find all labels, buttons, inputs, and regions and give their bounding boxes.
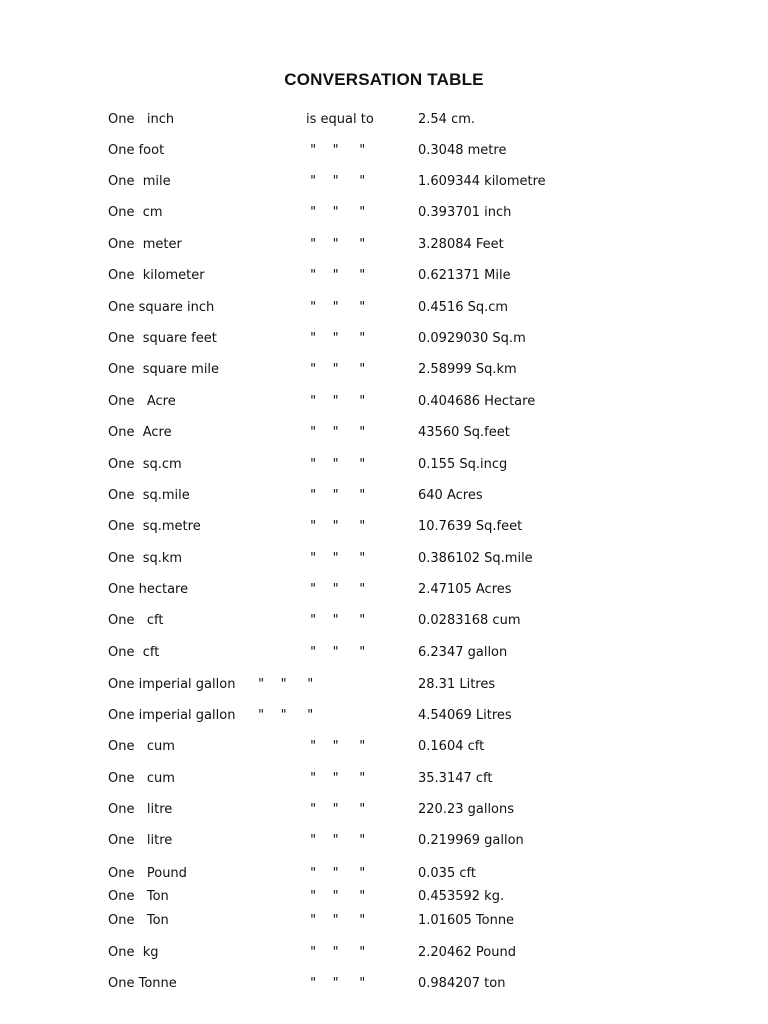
- unit-cell: One cum: [108, 739, 175, 754]
- relation-cell: " " ": [306, 802, 366, 817]
- value-cell: 1.01605 Tonne: [418, 913, 515, 928]
- table-row: [0, 611, 768, 631]
- relation-cell: " " ": [306, 205, 366, 220]
- unit-cell: One imperial gallon: [108, 677, 236, 692]
- unit-cell: One Pound: [108, 866, 187, 881]
- value-cell: 10.7639 Sq.feet: [418, 519, 523, 534]
- unit-cell: One imperial gallon: [108, 708, 236, 723]
- relation-cell: " " ": [306, 174, 366, 189]
- relation-cell: " " ": [306, 645, 366, 660]
- relation-cell: is equal to: [306, 112, 374, 127]
- table-row: [0, 235, 768, 255]
- table-row: [0, 580, 768, 600]
- relation-cell: " " ": [306, 945, 366, 960]
- relation-cell: " " ": [306, 362, 366, 377]
- table-row: [0, 887, 768, 907]
- unit-cell: One cum: [108, 771, 175, 786]
- relation-cell: " " ": [306, 143, 366, 158]
- relation-cell: " " ": [306, 425, 366, 440]
- unit-cell: One litre: [108, 833, 173, 848]
- page-title: CONVERSATION TABLE: [284, 70, 484, 89]
- relation-cell: " " ": [306, 300, 366, 315]
- value-cell: 0.621371 Mile: [418, 268, 511, 283]
- relation-cell: " " ": [306, 394, 366, 409]
- value-cell: 0.393701 inch: [418, 205, 512, 220]
- value-cell: 0.3048 metre: [418, 143, 507, 158]
- table-row: [0, 298, 768, 318]
- value-cell: 640 Acres: [418, 488, 483, 503]
- unit-cell: One sq.cm: [108, 457, 182, 472]
- table-row: [0, 360, 768, 380]
- unit-cell: One meter: [108, 237, 182, 252]
- value-cell: 1.609344 kilometre: [418, 174, 546, 189]
- relation-cell: " " ": [306, 913, 366, 928]
- table-row: [0, 203, 768, 223]
- unit-cell: One square feet: [108, 331, 217, 346]
- unit-cell: One sq.km: [108, 551, 183, 566]
- value-cell: 2.58999 Sq.km: [418, 362, 517, 377]
- value-cell: 28.31 Litres: [418, 677, 496, 692]
- value-cell: 0.219969 gallon: [418, 833, 524, 848]
- value-cell: 2.47105 Acres: [418, 582, 512, 597]
- relation-cell: " " ": [306, 488, 366, 503]
- value-cell: 4.54069 Litres: [418, 708, 512, 723]
- relation-cell: " " ": [306, 331, 366, 346]
- relation-cell: " " ": [306, 613, 366, 628]
- unit-cell: One square inch: [108, 300, 215, 315]
- value-cell: 0.984207 ton: [418, 976, 506, 991]
- unit-cell: One foot: [108, 143, 165, 158]
- value-cell: 0.0929030 Sq.m: [418, 331, 526, 346]
- table-row: [0, 643, 768, 663]
- table-row: [0, 486, 768, 506]
- relation-cell: " " ": [254, 708, 314, 723]
- table-row: [0, 737, 768, 757]
- value-cell: 0.0283168 cum: [418, 613, 521, 628]
- table-row: [0, 266, 768, 286]
- unit-cell: One sq.metre: [108, 519, 201, 534]
- table-row: [0, 911, 768, 931]
- table-row: [0, 831, 768, 851]
- unit-cell: One cft: [108, 613, 164, 628]
- table-row: [0, 549, 768, 569]
- unit-cell: One square mile: [108, 362, 220, 377]
- value-cell: 0.1604 cft: [418, 739, 485, 754]
- unit-cell: One sq.mile: [108, 488, 190, 503]
- relation-cell: " " ": [306, 519, 366, 534]
- relation-cell: " " ": [306, 739, 366, 754]
- value-cell: 0.404686 Hectare: [418, 394, 536, 409]
- relation-cell: " " ": [306, 976, 366, 991]
- relation-cell: " " ": [306, 889, 366, 904]
- relation-cell: " " ": [306, 866, 366, 881]
- unit-cell: One cft: [108, 645, 160, 660]
- relation-cell: " " ": [306, 771, 366, 786]
- unit-cell: One Ton: [108, 889, 169, 904]
- value-cell: 0.155 Sq.incg: [418, 457, 508, 472]
- table-row: [0, 423, 768, 443]
- unit-cell: One inch: [108, 112, 175, 127]
- table-row: [0, 329, 768, 349]
- table-row: [0, 141, 768, 161]
- relation-cell: " " ": [306, 833, 366, 848]
- table-row: [0, 943, 768, 963]
- unit-cell: One kg: [108, 945, 159, 960]
- table-row: [0, 706, 768, 726]
- table-row: [0, 517, 768, 537]
- unit-cell: One Ton: [108, 913, 169, 928]
- unit-cell: One litre: [108, 802, 173, 817]
- table-row: [0, 864, 768, 884]
- table-row: [0, 769, 768, 789]
- unit-cell: One Acre: [108, 394, 176, 409]
- value-cell: 0.4516 Sq.cm: [418, 300, 509, 315]
- unit-cell: One hectare: [108, 582, 189, 597]
- unit-cell: One Tonne: [108, 976, 177, 991]
- value-cell: 2.54 cm.: [418, 112, 476, 127]
- table-row: [0, 800, 768, 820]
- table-row: [0, 110, 768, 130]
- table-row: [0, 675, 768, 695]
- relation-cell: " " ": [306, 457, 366, 472]
- value-cell: 6.2347 gallon: [418, 645, 508, 660]
- value-cell: 43560 Sq.feet: [418, 425, 510, 440]
- relation-cell: " " ": [306, 268, 366, 283]
- unit-cell: One Acre: [108, 425, 172, 440]
- value-cell: 35.3147 cft: [418, 771, 493, 786]
- relation-cell: " " ": [306, 237, 366, 252]
- value-cell: 220.23 gallons: [418, 802, 515, 817]
- unit-cell: One kilometer: [108, 268, 205, 283]
- table-row: [0, 455, 768, 475]
- value-cell: 0.453592 kg.: [418, 889, 505, 904]
- table-row: [0, 392, 768, 412]
- relation-cell: " " ": [306, 582, 366, 597]
- value-cell: 0.386102 Sq.mile: [418, 551, 533, 566]
- relation-cell: " " ": [306, 551, 366, 566]
- value-cell: 0.035 cft: [418, 866, 476, 881]
- table-row: [0, 172, 768, 192]
- relation-cell: " " ": [254, 677, 314, 692]
- value-cell: 3.28084 Feet: [418, 237, 504, 252]
- table-row: [0, 974, 768, 994]
- value-cell: 2.20462 Pound: [418, 945, 516, 960]
- unit-cell: One cm: [108, 205, 163, 220]
- unit-cell: One mile: [108, 174, 171, 189]
